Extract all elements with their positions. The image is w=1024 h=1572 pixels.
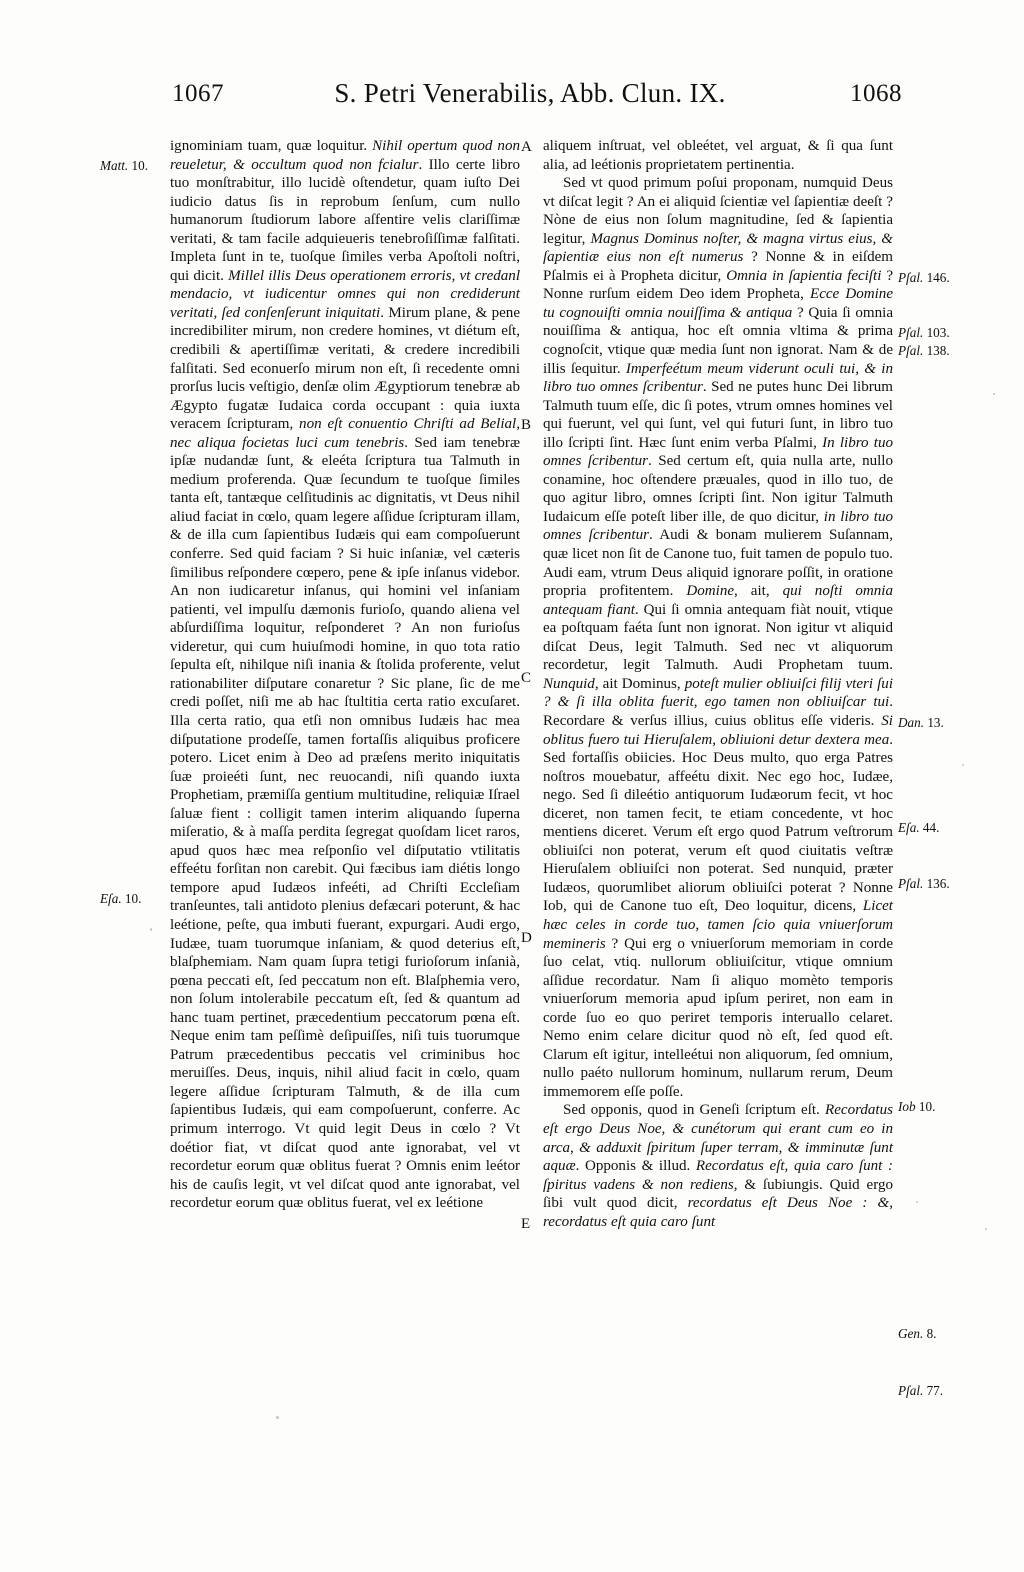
- margin-note-book: Eſa.: [100, 891, 122, 906]
- folio-number-right: 1068: [850, 80, 902, 107]
- roman-run: . Mirum plane, & pene incredibiliter mirum, non credere homines, vt diétum eſt, credibili & apertiſſimæ veritati, & credere incredibili falſitati. Sed econuerſo mirum non eſt, ſi recedente omni prorſus lucis veſtigio, denſæ olim Ægyptiorum tenebræ ab Ægypto fugatæ Iudaica corda occupant : quia iuxta veracem ſcripturam,: [170, 304, 520, 433]
- roman-run: aliquem inſtruat, vel obleétet, vel arguat, & ſi qua ſunt alia, ad leétionis proprietatem pertinentia.: [543, 138, 893, 173]
- scan-speckle: [916, 1201, 918, 1203]
- folio-number-left: 1067: [172, 80, 224, 107]
- italic-run: Millel illis Deus operationem erroris, vt credanl mendacio, vt iudicentur omnes qui non crediderunt veritati, ſed conſenſerunt iniquitati: [170, 267, 520, 321]
- margin-note-dan-13: [898, 715, 944, 730]
- margin-note-esa-10: [100, 891, 141, 906]
- scan-speckle: [150, 928, 152, 931]
- roman-run: ? Nonne rurſum eidem Deo idem Propheta,: [543, 267, 894, 303]
- italic-run: Licet hæc celes in corde tuo, tamen ſcio quia vniuerſorum memineris: [543, 898, 893, 952]
- margin-note-psal-136: [898, 876, 950, 891]
- italic-run: Domine: [686, 583, 735, 600]
- margin-note-chapter: 10.: [131, 158, 148, 173]
- paragraph: [543, 174, 893, 1101]
- text-column-left: [170, 137, 520, 1213]
- section-letter-b: B: [521, 417, 532, 433]
- margin-note-chapter: 8.: [926, 1326, 937, 1341]
- roman-run: Sed opponis, quod in Geneſi ſcriptum eſt.: [563, 1102, 826, 1119]
- italic-run: In libro tuo omnes ſcribentur: [543, 434, 893, 470]
- margin-note-chapter: 136.: [926, 876, 950, 891]
- roman-run: ? Qui erg o vniuerſorum memoriam in corde ſuo celat, vtiq. nullorum obliuiſcitur, vtique omnium aſſidue recordatur. Nam ſi aliquo momèto temporis vniuerſorum memoria apud ipſum periret, non eam in corde ſuo eo quo periret temporis interuallo celaret. Nemo enim celare dicitur quod nò eſt, ſed quod eſt. Clarum eſt igitur, intelleétui non aliquorum, ſed omnium, nullo paéto nullorum hominum, nullarum rerum, Deum immemorem eſſe poſſe.: [543, 935, 893, 1100]
- margin-note-chapter: 10.: [124, 891, 142, 906]
- italic-run: Nihil opertum quod non reueletur, & occultum quod non fcialur: [170, 138, 520, 173]
- running-head: [150, 78, 910, 118]
- roman-run: ? Quia ſi omnia nouiſſima & antiqua, hoc eſt omnia vltima & prima cognoſcit, vtique quæ media ſunt non ignorat. Nam & de illis ſequitur.: [543, 304, 894, 377]
- roman-run: . Sed certum eſt, quia nulla arte, nullo conamine, hoc oſtendere præuales, quod in illo tuo, de quo agitur libro, omnes ſcripti ſint. Non igitur Talmuth Iudaicum eſſe poteſt liber ille, de quo dicitur,: [543, 453, 893, 525]
- margin-note-book: Pſal.: [898, 325, 924, 340]
- section-letter-c: C: [521, 670, 532, 686]
- paragraph: [543, 1101, 893, 1231]
- scan-speckle: [962, 764, 964, 766]
- roman-run: . Audi & bonam mulierem Suſannam, quæ licet non ſit de Canone tuo, fuit tamen de populo tuo. Audi eam, vtrum Deus aliquid ignorare poſſit, in oratione propria profitentem.: [543, 527, 894, 600]
- margin-note-book: Dan.: [898, 715, 925, 730]
- italic-run: in libro tuo omnes ſcribentur: [543, 508, 893, 544]
- margin-note-book: Pſal.: [898, 876, 924, 891]
- margin-note-book: Pſal.: [898, 343, 924, 358]
- margin-note-chapter: 10.: [918, 1099, 936, 1114]
- italic-run: Si oblitus fuero tui Hieruſalem, obliuioni detur dextera mea: [543, 712, 893, 748]
- margin-note-gen-8: [898, 1326, 936, 1341]
- roman-run: ignominiam tuam, quæ loquitur.: [170, 138, 373, 154]
- italic-run: Omnia in ſapientia feciſti: [726, 267, 882, 284]
- margin-note-psal-138: [898, 343, 950, 358]
- roman-run: , & ſubiungis. Quid ergo ſibi vult quod dicit,: [543, 1176, 893, 1212]
- section-letter-d: D: [521, 930, 532, 946]
- italic-run: Imperfeétum meum viderunt oculi tui, & in libro tuo omnes ſcribentur: [543, 360, 893, 396]
- margin-note-book: Pſal.: [898, 270, 924, 285]
- italic-run: qui noſti omnia antequam fiant: [543, 583, 893, 618]
- scan-speckle: [985, 1228, 987, 1230]
- paragraph: [170, 137, 520, 1213]
- text-column-right: [543, 137, 893, 1231]
- margin-note-chapter: 44.: [922, 820, 940, 835]
- margin-note-psal-103: [898, 325, 950, 340]
- scan-speckle: [276, 1416, 279, 1419]
- margin-note-chapter: 146.: [926, 270, 950, 285]
- paragraph: [543, 137, 893, 174]
- roman-run: . Sed iam tenebræ ipſæ nudandæ ſunt, & eleéta ſcriptura tua Talmuth in medium proferenda. Quæ ſecundum te tuoſque ſimiles tanta eſt, tantæque celſitudinis ac dignitatis, vt Deus nihil aliud faciat in cœlo, quam legere aſſidue ſcripturam illam, & de illa cum ſapientibus Iudæis qui eam compoſuerunt conferre. Sed quid faciam ? Si huic inſaniæ, vel cæteris ſimilibus reſpondere cœpero, pene & ipſe inſanus videbor. An non iudicaretur inſanus, qui homini vel inſaniam patienti, vel impulſu dæmonis furioſo, quando aliena vel abſurdiſſima loquitur, reſponderet ? An non furioſus videretur, qui cum huiuſmodi homine, in quo tota ratio ſepulta eſt, nihilque niſi inania & ſtolida proferente, velut rationabiliter diſputare conaretur ? Sic plane, ſic de me credi poſſet, niſi me ab hac ſtultitia certa ratio excuſaret. Illa certa ratio, qua etſi non omnibus Iudæis hac mea diſputatione prodeſſe, tamen fortaſſis aliquibus proficere potero. Licet enim à Deo ad præſens merito iniquitatis ſuæ proieéti ſunt, nec reuocandi, niſi quando iuxta Prophetiam, præmiſſa gentium multitudine, reliquiæ Iſrael ſaluæ fient : colligit tamen interim aliquando ſuperna miſeratio, & à maſſa perdita ſegregat quoſdam licet raros, apud quos hæc mea reſponſio vel diſputatio vtilitatis effeétu forſitan non carebit. Qui fæcibus iam diétis longo tempore apud Iudæos infeéti, ad Chriſti Eccleſiam tranſeuntes, tali antidoto plenius defæcari poterunt, & hac leétione, peſte, qua imbuti fuerant, expurgari. Audi ergo, Iudæe, tuam tuorumque inſaniam, & quod deterius eſt, blaſphemiam. Nam quam ſupra tetigi furioſorum inſanià, pœna peccati eſt, ſed peccatum non eſt. Blaſphemia vero, non ſolum intolerabile peccatum eſt, ſed & quantum ad hanc tuam pertinet, præcedentium peccatorum pœna eſt. Neque enim tam peſſimè deſipuiſſes, niſi tuis tuorumque Patrum præcedentibus peccatis vel criminibus hoc meruiſſes. Deus, inquis, nihil aliud facit in cœlo, quam legere aſſidue ſcripturam Talmuth, & de illa cum ſapientibus Iudæis, qui eam compoſuerunt, conferre. Ac primum interrogo. Vt quid legit Deus in cœlo ? Vt doétior fiat, vt diſcat quod ante ignorabat, vel vt recordetur eorum quæ oblitus fuerat ? Omnis enim leétor his de cauſis legit, vt vel diſcat quod ante ignorabat, vel recordetur eorum quæ oblitus fuerat, vel ex leétione: [170, 434, 520, 1212]
- margin-note-psal-77: [898, 1383, 943, 1398]
- roman-run: , ait Dominus,: [594, 675, 685, 692]
- roman-run: . Qui ſi omnia antequam fiàt nouit, vtique ea poſtquam faéta ſunt non ignorat. Non igitur vt aliquid diſcat Deus, legit Talmuth. Sed nec vt aliquorum recordetur, legit Talmuth. Audi Prophetam tuum.: [543, 601, 893, 674]
- margin-note-book: Pſal.: [898, 1383, 924, 1398]
- margin-note-book: Matt.: [100, 158, 129, 173]
- roman-run: . Recordare & verſus illius, cuius oblitus eſſe videris.: [543, 694, 893, 729]
- roman-run: . Opponis & illud.: [575, 1158, 696, 1175]
- italic-run: non eſt conuentio Chriſti ad Belial, nec aliqua focietas luci cum tenebris: [170, 416, 521, 451]
- page-title: S. Petri Venerabilis, Abb. Clun. IX.: [334, 78, 726, 108]
- italic-run: poteſt mulier obliuiſci filij vteri ſui ? & ſi illa oblita fuerit, ego tamen non obliuiſcar tui: [543, 675, 894, 711]
- roman-run: . Illo certe libro tuo monſtrabitur, illo lucidè oſtendetur, quam iuſto Dei iudicio datus ſis in reprobum ſenſum, cum nullo humanorum ſtudiorum labore aſfentire velis clariſſimæ veritati, & tam facile adquieueris tenebroſiſſimæ falſitati. Impleta ſunt in te, tuoſque ſimiles verba Apoſtoli noſtri, qui dicit.: [170, 156, 520, 284]
- italic-run: Recordatus eſt, quia caro ſunt : ſpiritus vadens & non rediens: [543, 1158, 893, 1193]
- margin-note-iob-10: [898, 1099, 935, 1114]
- margin-note-book: Gen.: [898, 1326, 924, 1341]
- italic-run: Magnus Dominus noſter, & magna virtus eius, & ſapientiæ eius non eſt numerus: [543, 230, 894, 266]
- italic-run: Ecce Domine tu cognouiſti omnia nouiſſima & antiqua: [543, 286, 893, 321]
- roman-run: . Sed fortaſſis obiicies. Hoc Deus multo, quo erga Patres noſtros mouebatur, affeétu dixit. Nec ego hoc, Iudæe, nego. Sed ſi dileétio antiquorum Iudæorum fecit, vt hoc diceret, non tamen fecit, te etiam concedente, vt hoc mentiens diceret. Verum eſt ergo quod Patrum veſtrorum obliuiſci non poterat, verum eſt quod ciuitatis veſtræ Hieruſalem obliuiſci non poterat. Sed nunquid, præter Iudæos, quorumlibet aliorum obliuiſci poterat ? Nonne Iob, qui de Canone tuo eſt, Deo loquitur, dicens,: [543, 731, 893, 915]
- margin-note-chapter: 13.: [927, 715, 944, 730]
- roman-run: , ait,: [734, 583, 783, 600]
- roman-run: Sed vt quod primum poſui proponam, numquid Deus vt diſcat legit ? An ei aliquid ſcientiæ vel ſapientiæ deeſt ? Nòne de eius non ſolum magnitudine, ſed & ſapientia legitur,: [543, 175, 893, 247]
- margin-note-matt-10: [100, 158, 148, 173]
- margin-note-book: Eſa.: [898, 820, 920, 835]
- margin-note-psal-146: [898, 270, 950, 285]
- margin-note-chapter: 77.: [926, 1383, 944, 1398]
- margin-note-book: Iob: [898, 1099, 916, 1114]
- roman-run: . Sed ne putes hunc Dei librum Talmuth tuum eſſe, dic ſi potes, vtrum omnes homines vel qui fuerunt, vel qui ſunt, vel qui futuri ſunt, in libro tuo illo ſcripti ſint. Hæc ſunt enim verba Pſalmi,: [543, 379, 893, 451]
- roman-run: ? Nonne & in eiſdem Pſalmis ei à Propheta dicitur,: [543, 249, 893, 284]
- section-letter-e: E: [521, 1216, 531, 1232]
- scan-speckle: [993, 393, 995, 395]
- italic-run: Nunquid: [543, 675, 595, 692]
- italic-run: Recordatus eſt ergo Deus Noe, & cunétorum qui erant cum eo in arca, & adduxit ſpiritum ſuper terram, & imminutæ ſunt aquæ: [543, 1102, 893, 1175]
- margin-note-chapter: 138.: [926, 343, 950, 358]
- section-letter-a: A: [521, 139, 532, 155]
- italic-run: recordatus eſt Deus Noe : &, recordatus eſt quia caro ſunt: [543, 1195, 893, 1230]
- margin-note-esa-44: [898, 820, 939, 835]
- margin-note-chapter: 103.: [926, 325, 950, 340]
